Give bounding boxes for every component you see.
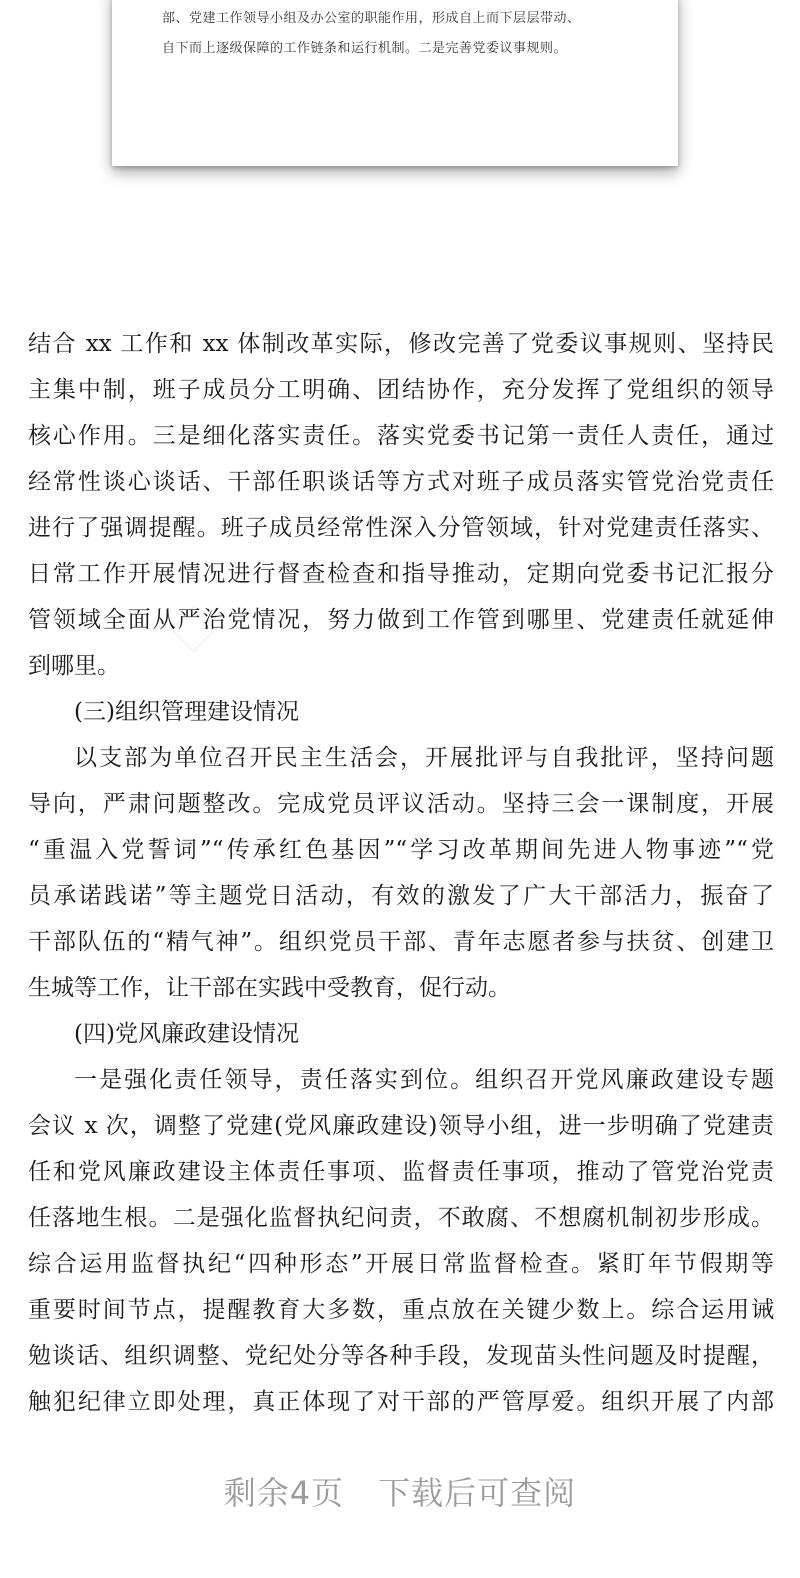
paragraph-line: 以支部为单位召开民主生活会，开展批评与自我批评，坚持问题 [74, 745, 774, 771]
preview-line: 自下而上逐级保障的工作链条和运行机制。二是完善党委议事规则。 [162, 41, 568, 56]
paragraph-line: 干部队伍的“精气神”。组织党员干部、青年志愿者参与扶贫、创建卫 [28, 929, 774, 955]
preview-line [162, 0, 567, 2]
paragraph-line: 综合运用监督执纪“四种形态”开展日常监督检查。紧盯年节假期等 [28, 1251, 774, 1277]
paragraph-line: 任和党风廉政建设主体责任事项、监督责任事项，推动了管党治党责 [28, 1159, 774, 1185]
paragraph-line: 日常工作开展情况进行督查检查和指导推动，定期向党委书记汇报分 [28, 561, 774, 587]
download-to-read-label: 下载后可查阅 [378, 1474, 577, 1512]
paragraph-line: 勉谈话、组织调整、党纪处分等各种手段，发现苗头性问题及时提醒， [28, 1343, 774, 1369]
read-more-prompt[interactable] [0, 1468, 800, 1514]
paragraph-line: 会议 x 次，调整了党建(党风廉政建设)领导小组，进一步明确了党建责 [28, 1113, 774, 1139]
section-heading: (三)组织管理建设情况 [74, 699, 299, 725]
paragraph-line: 经常性谈心谈话、干部任职谈话等方式对班子成员落实管党治党责任 [28, 469, 774, 495]
paragraph-line: “重温入党誓词”“传承红色基因”“学习改革期间先进人物事迹”“党 [28, 837, 774, 863]
paragraph-line: 一是强化责任领导，责任落实到位。组织召开党风廉政建设专题 [74, 1067, 774, 1093]
paragraph-line: 触犯纪律立即处理，真正体现了对干部的严管厚爱。组织开展了内部 [28, 1389, 774, 1415]
paragraph-line: 员承诺践诺”等主题党日活动，有效的激发了广大干部活力，振奋了 [28, 883, 774, 909]
remaining-pages-label: 剩余4页 [223, 1474, 345, 1512]
paragraph-line: 管领域全面从严治党情况，努力做到工作管到哪里、党建责任就延伸 [28, 607, 774, 633]
paragraph-line: 任落地生根。二是强化监督执纪问责，不敢腐、不想腐机制初步形成。 [28, 1205, 774, 1231]
paragraph-line: 结合 xx 工作和 xx 体制改革实际，修改完善了党委议事规则、坚持民 [28, 331, 774, 357]
page-preview-card [112, 0, 678, 166]
paragraph-line: 导向，严肃问题整改。完成党员评议活动。坚持三会一课制度，开展 [28, 791, 774, 817]
paragraph-line: 主集中制，班子成员分工明确、团结协作，充分发挥了党组织的领导 [28, 377, 774, 403]
paragraph-line: 进行了强调提醒。班子成员经常性深入分管领域，针对党建责任落实、 [28, 515, 774, 541]
preview-line: 部、党建工作领导小组及办公室的职能作用，形成自上而下层层带动、 [162, 11, 581, 26]
paragraph-line: 到哪里。 [28, 653, 120, 679]
paragraph-line: 生城等工作，让干部在实践中受教育，促行动。 [28, 975, 511, 1001]
paragraph-line: 重要时间节点，提醒教育大多数，重点放在关键少数上。综合运用诫 [28, 1297, 774, 1323]
paragraph-line: 核心作用。三是细化落实责任。落实党委书记第一责任人责任，通过 [28, 423, 774, 449]
section-heading: (四)党风廉政建设情况 [74, 1021, 299, 1047]
